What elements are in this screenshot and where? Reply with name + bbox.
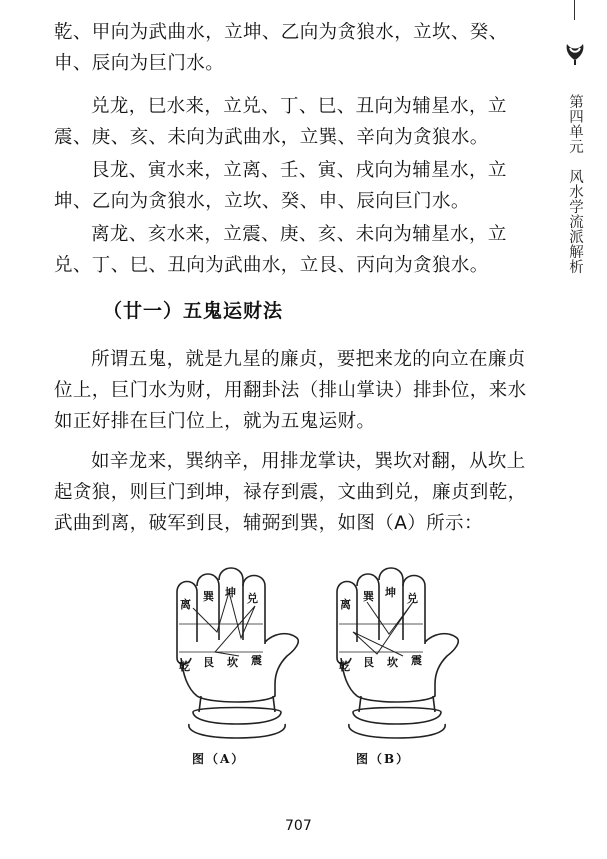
trigram-label: 离: [340, 598, 351, 611]
header-rule: [574, 0, 575, 20]
paragraph: 乾、甲向为武曲水，立坤、乙向为贪狼水，立坎、癸、申、辰向为巨门水。: [54, 22, 508, 74]
trigram-label: 坤: [225, 586, 236, 599]
palm-diagram-a: [163, 562, 313, 740]
paragraph: 如辛龙来，巽纳辛，用排龙掌诀，巽坎对翻，从坎上起贪狼，则巨门到坤，禄存到震，文曲到兑，廉贞到乾，武曲到离，破军到艮，辅弼到巽，如图（A）所示：: [54, 451, 527, 534]
trigram-label: 离: [180, 598, 191, 611]
trigram-label: 巽: [203, 590, 214, 603]
page-number: 707: [285, 818, 312, 834]
trigram-label: 震: [251, 654, 262, 667]
chapter-side-title: 第四单元 风水学流派解析: [567, 94, 583, 274]
publisher-logo-icon: [563, 40, 587, 66]
trigram-label: 巽: [363, 590, 374, 603]
section-heading: （廿一）五鬼运财法: [103, 300, 284, 322]
palm-diagram-b: [323, 562, 473, 740]
trigram-label: 艮: [363, 656, 374, 669]
paragraph: 兑龙，巳水来，立兑、丁、巳、丑向为辅星水，立震、庚、亥、未向为武曲水，立巽、辛向为贪狼水。: [54, 96, 507, 148]
figure-caption-b: 图（B）: [356, 752, 411, 766]
trigram-label: 坤: [385, 586, 396, 599]
paragraph: 艮龙、寅水来，立离、壬、寅、戌向为辅星水，立坤、乙向为贪狼水，立坎、癸、申、辰向巨门水。: [54, 160, 507, 212]
trigram-label: 乾: [339, 660, 350, 673]
paragraph: 所谓五鬼，就是九星的廉贞，要把来龙的向立在廉贞位上，巨门水为财，用翻卦法（排山掌诀）排卦位，来水如正好排在巨门位上，就为五鬼运财。: [54, 349, 527, 432]
trigram-label: 乾: [179, 660, 190, 673]
trigram-label: 艮: [203, 656, 214, 669]
trigram-label: 坎: [387, 656, 398, 669]
trigram-label: 震: [411, 654, 422, 667]
trigram-label: 兑: [407, 592, 418, 605]
paragraph: 离龙、亥水来，立震、庚、亥、未向为辅星水，立兑、丁、巳、丑向为武曲水，立艮、丙向为贪狼水。: [54, 224, 507, 276]
trigram-label: 兑: [247, 592, 258, 605]
figure-caption-a: 图（A）: [192, 752, 246, 766]
trigram-label: 坎: [227, 656, 238, 669]
